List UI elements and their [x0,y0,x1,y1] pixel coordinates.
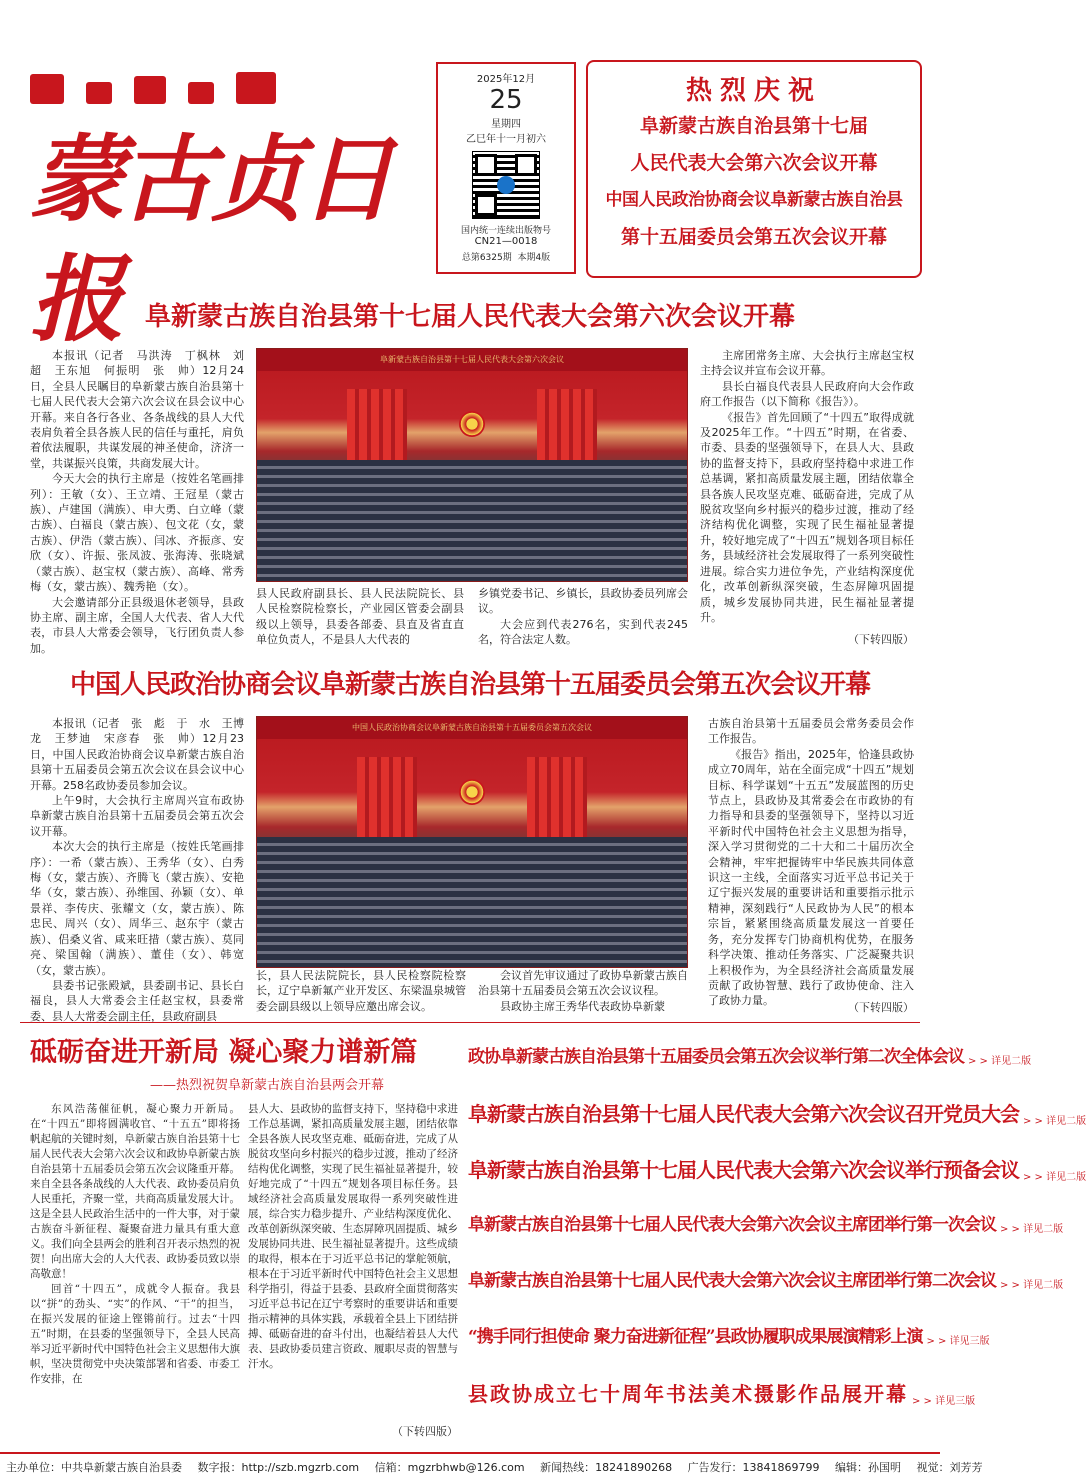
see-page-link[interactable]: > > 详见二版 [1023,1116,1086,1127]
article2-col1: 本报讯（记者 张 彪 于 水 王博龙 王梦迪 宋彦春 张 帅）12月23日，中国人民政治协商会议阜新蒙古族自治县第十五届委员会第五次会议在县会议中心开幕。258名政协委员参加会议。 上午9时，大会执行主席周兴宣布政协阜新蒙古族自治县第十五届委员会第五次会议开幕。 本次大会的执行主席是（按姓氏笔画排序）：一希（蒙古族）、王秀华（女）、白秀梅（女，蒙古族）、齐腾飞（蒙古族）、安艳华（女，蒙古族）、孙维国、孙颖（女）、单景祥、李传庆、张耀文（女，蒙古族）、陈忠民、周兴（女）、周华三、赵东宇（蒙古族）、侣桑义省、咸来旺措（蒙古族）、莫同亮、梁国翰（满族）、董佳（女）、韩宽（女，蒙古族）。 县委书记张殿斌，县委副书记、县长白福良，县人大常委会主任赵宝权，县委常委、县人大常委会副主任，县政府副县 [30,717,244,1023]
article1-photo[interactable]: 阜新蒙古族自治县第十七届人民代表大会第六次会议 [256,348,688,582]
article2-col3: 会议首先审议通过了政协阜新蒙古族自治县第十五届委员会第五次会议议程。 县政协主席王秀华代表政协阜新蒙 [478,969,688,1013]
article1-col3: 乡镇党委书记、乡镇长，县政协委员列席会议。 大会应到代表276名，实到代表245名，符合法定人数。 [478,587,688,647]
footer-digital[interactable]: 数字报：http://szb.mgzrb.com [197,1461,360,1474]
qr-code-icon[interactable] [472,151,540,219]
footer-editor: 编辑：孙国明 [835,1461,902,1474]
article2-headline[interactable]: 中国人民政治协商会议阜新蒙古族自治县第十五届委员会第五次会议开幕 [69,670,870,700]
article1-col4: 主席团常务主席、大会执行主席赵宝权主持会议并宣布会议开幕。 县长白福良代表县人民政府向大会作政府工作报告（以下简称《报告》）。 《报告》首先回顾了“十四五”取得成就及2025年工作。“十四五”时期，在省委、市委、县委的坚强领导下，在县人大、县政协的监督支持下，县政府坚持稳中求进工作总基调，紧扣高质量发展主题，团结依靠全县各族人民攻坚克难、砥砺奋进，完成了从脱贫攻坚向乡村振兴的稳步过渡，推动了经济结构优化调整，实现了民生福祉显著提升，较好地完成了“十四五”规划各项目标任务，县域经济社会发展取得了一系列突破性进展。综合实力进位争先，产业结构深度优化，改革创新纵深突破，生态屏障巩固提质，城乡发展协同共进，民生福祉显著提升。 [700,349,914,624]
weekday: 星期四 [491,119,521,130]
editorial-col2: 县人大、县政协的监督支持下，坚持稳中求进工作总基调，紧扣高质量发展主题，团结依靠全县各族人民攻坚克难、砥砺奋进，完成了从脱贫攻坚向乡村振兴的稳步过渡，推动了经济结构优化调整，实现了民生福祉显著提升，较好地完成了“十四五”规划各项目标任务。县域经济社会高质量发展取得一系列突破性进展，综合实力稳步提升、产业结构深度优化、改革创新纵深突破、生态屏障巩固提质、城乡发展协同共进、民生福祉显著提升。这些成绩的取得，根本在于习近平总书记的掌舵领航，根本在于习近平新时代中国特色社会主义思想科学指引，得益于县委、县政府全面贯彻落实习近平总书记在辽宁考察时的重要讲话和重要指示精神的具体实践，承载着全县上下团结拼搏、砥砺奋进的奋斗付出，也凝结着县人大代表、县政协委员建言资政、履职尽责的智慧与汗水。 [248,1103,458,1370]
article2-col4: 古族自治县第十五届委员会常务委员会作工作报告。 《报告》指出，2025年，恰逢县政协成立70周年，站在全面完成“十四五”规划目标、科学谋划“十五五”发展蓝图的历史节点上，县政协及其常委会在市政协的有力指导和县委的坚强领导下，坚持以习近平新时代中国特色社会主义思想为指导，深入学习贯彻党的二十大和二十届历次全会精神，牢牢把握铸牢中华民族共同体意识这一主线，全面落实习近平总书记关于辽宁振兴发展的重要讲话和重要指示批示精神，深刻践行“人民政协为人民”的根本宗旨，紧紧围绕高质量发展这一首要任务，充分发挥专门协商机构优势，在服务科学决策、推动任务落实、广泛凝聚共识上积极作为，为全县经济社会高质量发展贡献了政协智慧、践行了政协使命、注入了政协力量。 [708,717,914,1008]
celebration-line-4: 第十五届委员会第五次会议开幕 [620,226,887,248]
cn-code: CN21—0018 [474,236,538,247]
celebration-title: 热烈庆祝 [685,76,822,106]
footer-ad-hotline: 广告发行：13841869799 [687,1461,820,1474]
celebration-line-2: 人民代表大会第六次会议开幕 [630,152,878,174]
footer-news-hotline: 新闻热线：18241890268 [540,1461,673,1474]
related-item[interactable]: 阜新蒙古族自治县第十七届人民代表大会第六次会议举行预备会议 > > 详见二版 [468,1158,1086,1183]
see-page-link[interactable]: > > 详见二版 [1000,1280,1064,1291]
editorial-col1: 东风浩荡催征帆，凝心聚力开新局。在“十四五”即将圆满收官、“十五五”即将扬帆起航的关键时刻，阜新蒙古族自治县第十七届人民代表大会第六次会议和政协阜新蒙古族自治县第十五届委员会第五次会议隆重开幕。来自全县各条战线的人大代表、政协委员肩负人民重托，齐聚一堂，共商高质量发展大计。这是全县人民政治生活中的一件大事，对于蒙古族奋斗新征程、凝聚奋进力量具有重大意义。我们向全县两会的胜利召开表示热烈的祝贺！向出席大会的人大代表、政协委员致以崇高敬意！ 回首“十四五”，成就令人振奋。我县以“拼”的劲头、“实”的作风、“干”的担当，在振兴发展的征途上铿锵前行。过去“十四五”时期，在县委的坚强领导下，全县人民高举习近平新时代中国特色社会主义思想伟大旗帜，坚决贯彻党中央决策部署和省委、市委工作安排，在 [30,1103,240,1385]
related-item[interactable]: 县政协成立七十周年书法美术摄影作品展开幕 > > 详见三版 [468,1382,976,1407]
cppcc-emblem-icon [459,779,485,805]
article2-photo[interactable]: 中国人民政治协商会议阜新蒙古族自治县第十五届委员会第五次会议 [256,716,688,968]
article1-col1: 本报讯（记者 马洪涛 丁枫林 刘 超 王东旭 何振明 张 帅）12月24日，全县人民瞩目的阜新蒙古族自治县第十七届人民代表大会第六次会议在县会议中心开幕。来自各行各业、各条战线的县人大代表肩负着全县各族人民的信任与重托，肩负着依法履职，共谋发展的神圣使命，济济一堂，共谋振兴良策，共商发展大计。 今天大会的执行主席是（按姓名笔画排列）：王敏（女）、王立靖、王冠星（蒙古族）、卢建国（满族）、申大勇、白立峰（蒙古族）、白福良（蒙古族）、包文花（女，蒙古族）、伊浩（蒙古族）、闫冰、齐振彦、安欣（女）、许振、张凤波、张海涛、张晓斌（蒙古族）、赵宝权（蒙古族）、高峰、常秀梅（女，蒙古族）、魏秀艳（女）。 大会邀请部分正县级退休老领导，县政协主席、副主席，全国人大代表、省人大代表，市县人大常委会领导，飞行团负责人参加。 [30,349,255,655]
newspaper-logo: 蒙古贞日报 [30,125,391,355]
see-page-link[interactable]: > > 详见二版 [968,1056,1032,1067]
see-page-link[interactable]: > > 详见三版 [926,1336,990,1347]
article2-continued[interactable]: （下转四版） [848,1001,914,1014]
footer-sponsor: 主办单位：中共阜新蒙古族自治县委 [6,1461,182,1474]
see-page-link[interactable]: > > 详见三版 [912,1396,976,1407]
section-divider [20,1022,920,1023]
celebration-line-1: 阜新蒙古族自治县第十七届 [639,115,868,137]
year-month: 2025年12月 [476,74,536,85]
footer-bar [0,1452,983,1482]
celebration-line-3: 中国人民政治协商会议阜新蒙古族自治县 [605,190,903,210]
celebration-box [586,60,922,278]
issn-label: 国内统一连续出版物号 [460,226,551,236]
related-item[interactable]: 政协阜新蒙古族自治县第十五届委员会第五次会议举行第二次全体会议 > > 详见二版 [468,1047,1032,1067]
article2-col2: 长，县人民法院院长，县人民检察院检察长，辽宁阜新氟产业开发区、东梁温泉城管委会副县级以上领导应邀出席会议。 [256,969,466,1013]
footer-proofreader: 视觉：刘芳芳 [916,1461,983,1474]
article1-col2: 县人民政府副县长、县人民法院院长、县人民检察院检察长，产业园区管委会副县级以上领导，县委各部委、县直及省直直单位负责人，不是县人大代表的 [256,587,464,647]
lunar-date: 乙巳年十一月初六 [466,134,546,145]
footer-email[interactable]: 信箱：mgzrbhwb@126.com [374,1461,525,1474]
editorial-headline[interactable]: 砥砺奋进开新局 凝心聚力谱新篇 [30,1037,418,1068]
article1-headline[interactable]: 阜新蒙古族自治县第十七届人民代表大会第六次会议开幕 [144,302,795,332]
issue-info: 总第6325期 本期4版 [461,253,551,263]
date-box [436,62,576,274]
see-page-link[interactable]: > > 详见二版 [1000,1224,1064,1235]
related-item[interactable]: “携手同行担使命 聚力奋进新征程”县政协履职成果展演精彩上演 > > 详见三版 [468,1327,990,1347]
national-emblem-icon [459,411,485,437]
see-page-link[interactable]: > > 详见二版 [1023,1172,1086,1183]
editorial-continued[interactable]: （下转四版） [392,1425,458,1438]
article1-continued[interactable]: （下转四版） [848,633,914,646]
related-item[interactable]: 阜新蒙古族自治县第十七届人民代表大会第六次会议主席团举行第二次会议 > > 详见二版 [468,1271,1064,1291]
mongolian-title [30,64,390,104]
day-number: 25 [489,85,523,115]
related-item[interactable]: 阜新蒙古族自治县第十七届人民代表大会第六次会议召开党员大会 > > 详见二版 [468,1102,1086,1127]
related-item[interactable]: 阜新蒙古族自治县第十七届人民代表大会第六次会议主席团举行第一次会议 > > 详见二版 [468,1215,1064,1235]
editorial-subtitle: ——热烈祝贺阜新蒙古族自治县两会开幕 [150,1078,385,1093]
